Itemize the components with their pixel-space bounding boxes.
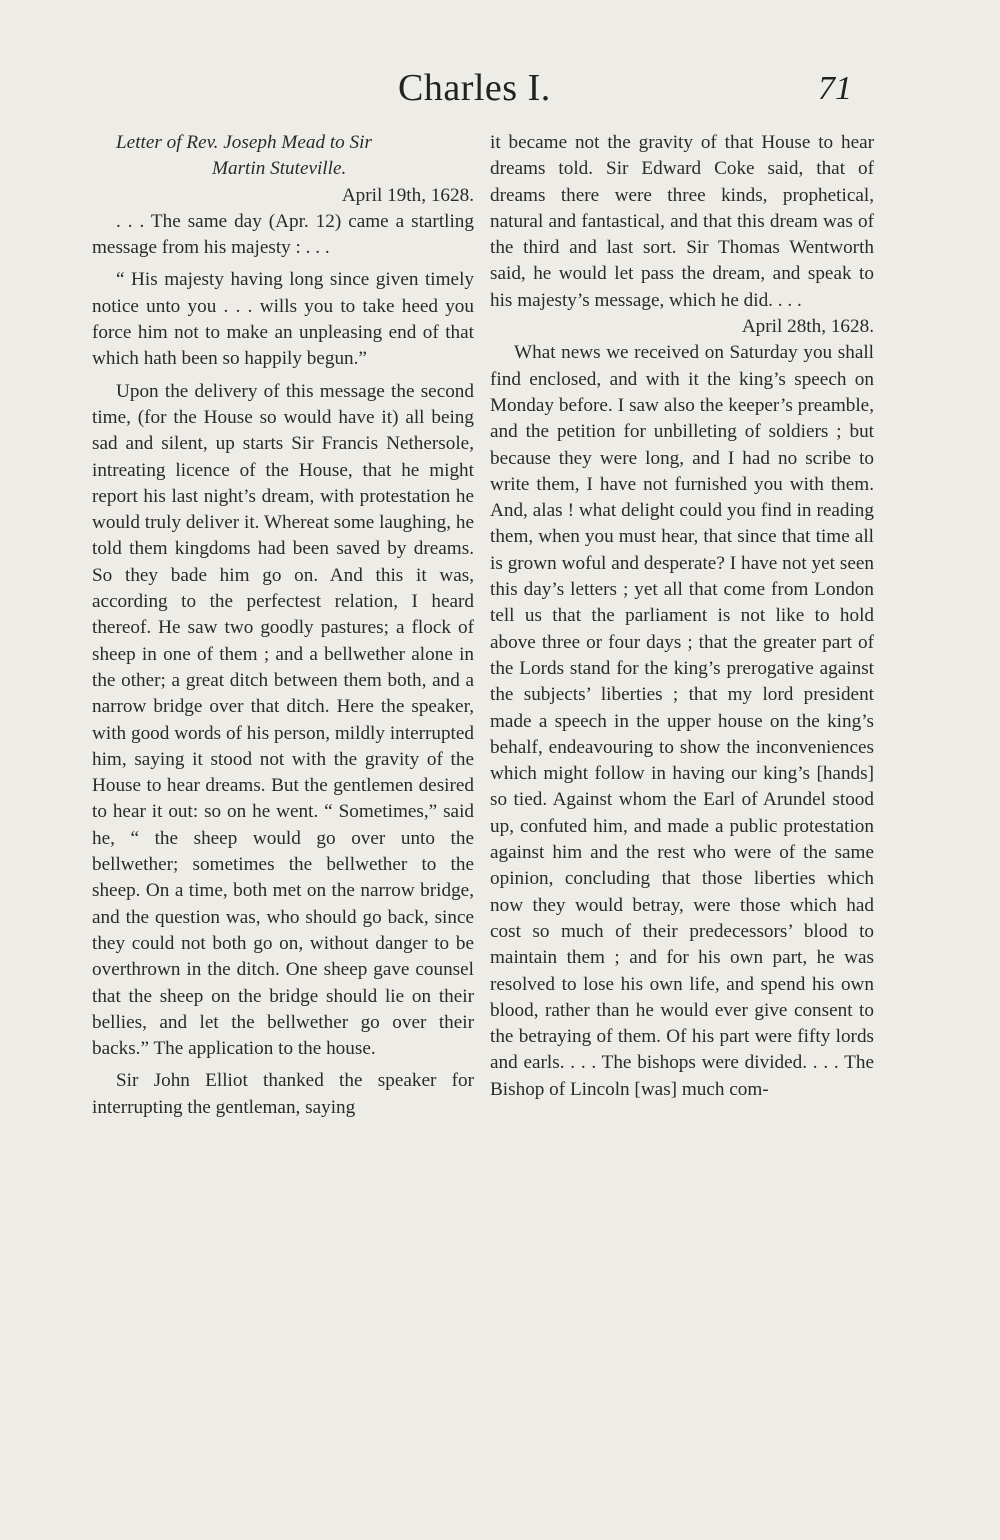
paragraph: What news we received on Saturday you shall find enclosed, and with it the king’s speech on Monday before. I saw also the keeper’s preamble, and the petition for unbilleting of soldiers ; but because they were long, and I had no scribe to write them, I have not furnished you with them. And, alas ! what delight could you find in reading them, when you must hear, that since that time all is grown woful and desperate? I have not yet seen this day’s letters ; yet all that come from London tell us that the parliament is not like to hold above three or four days ; that the greater part of the Lords stand for the king’s prerogative against the subjects’ liberties ; that my lord president made a speech in the upper house on the king’s behalf, endeavouring to show the inconveniences which might follow in having our king’s [hands] so tied. Against whom the Earl of Arundel stood up, confuted him, and made a public protestation against him and the rest who were of the same opinion, concluding that those liberties which now they would betray, were those which had cost so much of their predecessors’ blood to maintain them ; and for his own part, he was resolved to lose his own life, and spend his own blood, rather than he would ever give consent to the betraying of them. Of his part were fifty lords and earls. . . . The bishops were divided. . . . The Bishop of Lincoln [was] much com- bbox=[490, 342, 874, 1100]
right-column bbox=[490, 130, 874, 1103]
paragraph: it became not the gravity of that House to hear dreams told. Sir Edward Coke said, that of dreams there were three kinds, prophetical, natural and fantastical, and that this dream was of the third and last sort. Sir Thomas Wentworth said, he would let pass the dream, and speak to his majesty’s message, which he did. . . . bbox=[490, 132, 874, 311]
letter-heading-line1: Letter of Rev. Joseph Mead to Sir bbox=[116, 132, 372, 153]
left-column bbox=[92, 130, 474, 1121]
letter-date: April 28th, 1628. bbox=[741, 316, 874, 338]
page-title: Charles I. bbox=[398, 67, 551, 109]
paragraph: Upon the delivery of this message the second time, (for the House so would have it) all being sad and silent, up starts Sir Francis Nethersole, intreating licence of the House, that he might report his last night’s dream, with protestation he would truly deliver it. Whereat some laughing, he told them kingdoms had been saved by dreams. So they bade him go on. And this it was, according to the perfectest relation, I heard thereof. He saw two goodly pastures; a flock of sheep in one of them ; and a bellwether alone in the other; a great ditch between them both, and a narrow bridge over that ditch. Here the speaker, with good words of his person, mildly interrupted him, saying it stood not with the gravity of the House to hear dreams. But the gentlemen desired to hear it out: so on he went. “ Sometimes,” said he, “ the sheep would go over unto the bellwether; sometimes the bellwether to the sheep. On a time, both met on the narrow bridge, and the question was, who should go back, since they could not both go on, without danger to be overthrown in the ditch. One sheep gave counsel that the sheep on the bridge should lie on their bellies, and let the bellwether go over their backs.” The application to the house. bbox=[92, 380, 474, 1060]
running-head bbox=[0, 58, 1000, 118]
paragraph: . . . The same day (Apr. 12) came a startling message from his majesty : . . . bbox=[92, 210, 474, 259]
letter-date: April 19th, 1628. bbox=[341, 184, 474, 206]
paragraph: “ His majesty having long since given timely notice unto you . . . wills you to take heed you force him not to make an unpleasing end of that which hath been so happily begun.” bbox=[92, 269, 474, 370]
letter-heading-line2: Martin Stuteville. bbox=[212, 158, 347, 180]
paragraph: Sir John Elliot thanked the speaker for interrupting the gentleman, saying bbox=[92, 1070, 474, 1118]
letter-heading bbox=[92, 130, 474, 183]
page-number: 71 bbox=[818, 70, 852, 107]
